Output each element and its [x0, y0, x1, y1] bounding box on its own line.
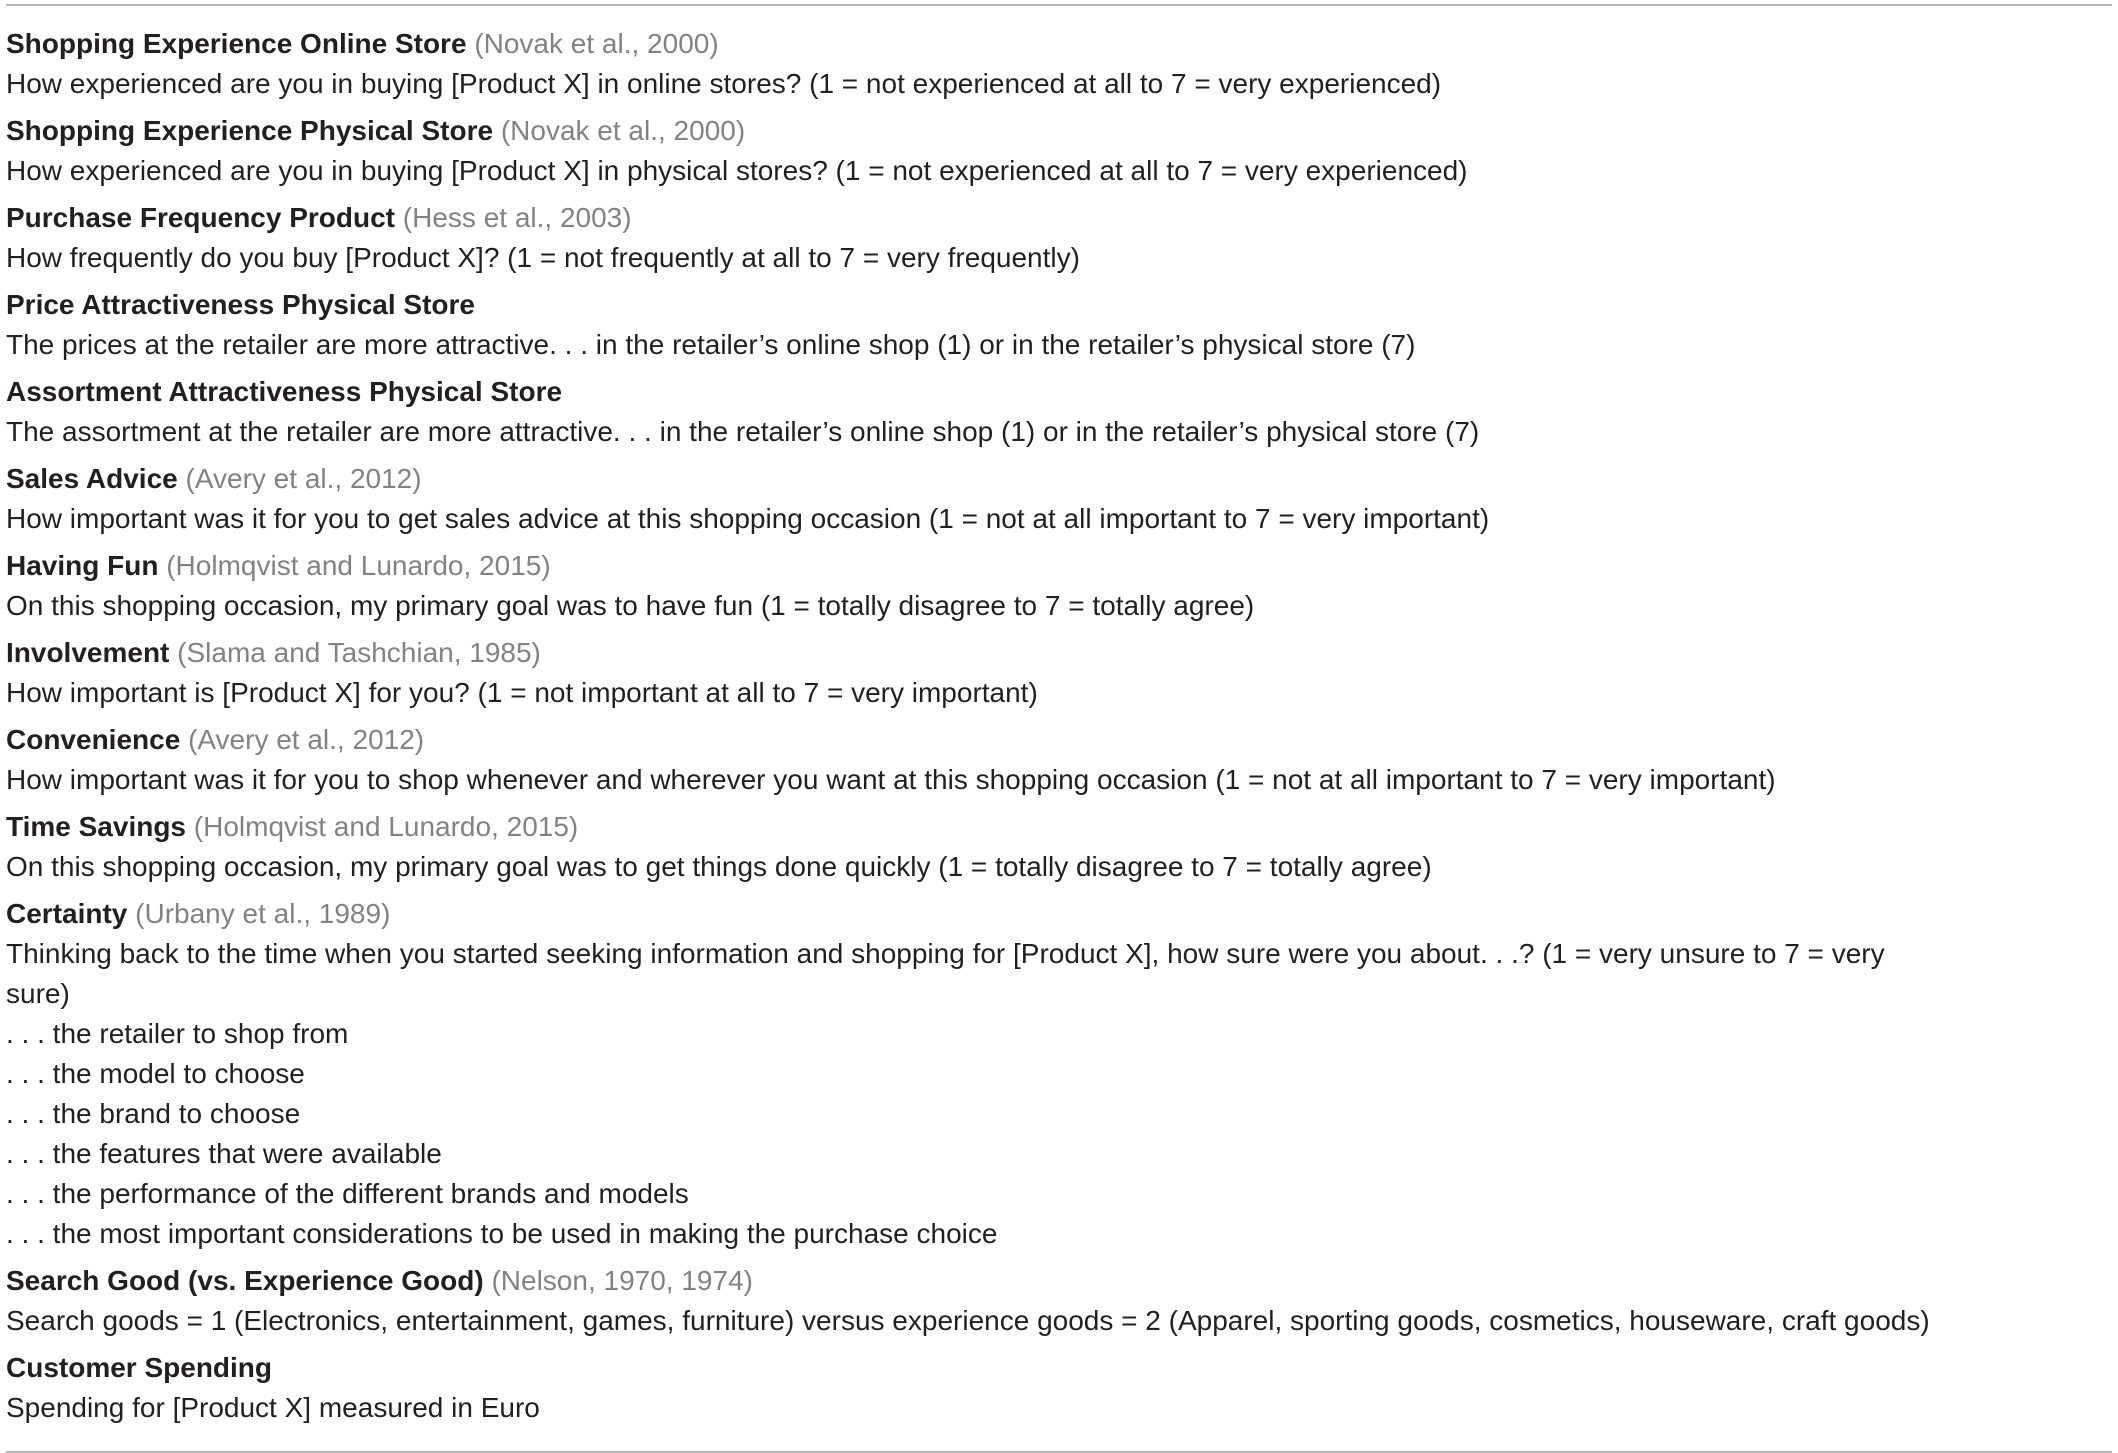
- measure-entry: [6, 24, 2112, 104]
- measures-table: [6, 4, 2112, 1453]
- measure-entry: [6, 372, 2112, 452]
- measure-description: How frequently do you buy [Product X]? (1 = not frequently at all to 7 = very frequently): [6, 242, 1080, 273]
- measure-citation: (Nelson, 1970, 1974): [491, 1265, 753, 1296]
- measure-citation: (Slama and Tashchian, 1985): [177, 637, 541, 668]
- measure-title: Customer Spending: [6, 1352, 273, 1383]
- measure-title: Convenience: [6, 724, 181, 755]
- measure-heading: [6, 807, 2112, 847]
- measure-subitem: . . . the brand to choose: [6, 1098, 301, 1129]
- measure-title: Assortment Attractiveness Physical Store: [6, 376, 563, 407]
- measure-citation: (Novak et al., 2000): [474, 28, 719, 59]
- measure-heading: [6, 198, 2112, 238]
- measure-heading: [6, 372, 2112, 412]
- entries-list: [6, 24, 2112, 1428]
- measure-description: How important was it for you to get sales advice at this shopping occasion (1 = not at all important to 7 = very important): [6, 503, 1490, 534]
- measure-subitem: . . . the performance of the different brands and models: [6, 1178, 689, 1209]
- measure-citation: (Holmqvist and Lunardo, 2015): [193, 811, 579, 842]
- measure-subitem: . . . the model to choose: [6, 1058, 305, 1089]
- measure-entry: [6, 633, 2112, 713]
- measure-heading: [6, 894, 2112, 934]
- measure-title: Certainty: [6, 898, 128, 929]
- measure-description: How important is [Product X] for you? (1 = not important at all to 7 = very important): [6, 677, 1038, 708]
- measure-heading: [6, 720, 2112, 760]
- measure-title: Having Fun: [6, 550, 159, 581]
- measure-description: The prices at the retailer are more attractive. . . in the retailer’s online shop (1) or in the retailer’s physical store (7): [6, 329, 1416, 360]
- measure-heading: [6, 285, 2112, 325]
- measure-title: Sales Advice: [6, 463, 178, 494]
- measure-entry: [6, 1261, 2112, 1341]
- measure-description: On this shopping occasion, my primary goal was to get things done quickly (1 = totally disagree to 7 = totally agree): [6, 851, 1432, 882]
- measure-description: Search goods = 1 (Electronics, entertainment, games, furniture) versus experience goods = 2 (Apparel, sporting goods, cosmetics, houseware, craft goods): [6, 1305, 1930, 1336]
- measure-description: How important was it for you to shop whenever and wherever you want at this shopping occasion (1 = not at all important to 7 = very important): [6, 764, 1776, 795]
- measure-heading: [6, 633, 2112, 673]
- measure-description: Thinking back to the time when you started seeking information and shopping for [Product X], how sure were you about. . .? (1 = very unsure to 7 = very sure): [6, 938, 1885, 1009]
- measure-description: On this shopping occasion, my primary goal was to have fun (1 = totally disagree to 7 = totally agree): [6, 590, 1255, 621]
- measure-heading: [6, 459, 2112, 499]
- measure-heading: [6, 546, 2112, 586]
- measure-description: Spending for [Product X] measured in Euro: [6, 1392, 540, 1423]
- measure-title: Time Savings: [6, 811, 187, 842]
- measure-title: Search Good (vs. Experience Good): [6, 1265, 484, 1296]
- measure-subitem: . . . the most important considerations to be used in making the purchase choice: [6, 1218, 998, 1249]
- measure-heading: [6, 1348, 2112, 1388]
- measure-entry: [6, 894, 2112, 1254]
- measure-citation: (Avery et al., 2012): [185, 463, 422, 494]
- measure-entry: [6, 720, 2112, 800]
- measure-subitem: . . . the features that were available: [6, 1138, 442, 1169]
- measure-citation: (Holmqvist and Lunardo, 2015): [166, 550, 551, 581]
- measure-title: Shopping Experience Online Store: [6, 28, 467, 59]
- measure-description: The assortment at the retailer are more attractive. . . in the retailer’s online shop (1) or in the retailer’s physical store (7): [6, 416, 1480, 447]
- measure-entry: [6, 546, 2112, 626]
- measure-entry: [6, 285, 2112, 365]
- measure-citation: (Urbany et al., 1989): [135, 898, 391, 929]
- measure-entry: [6, 807, 2112, 887]
- measure-title: Price Attractiveness Physical Store: [6, 289, 475, 320]
- measure-heading: [6, 111, 2112, 151]
- measure-title: Purchase Frequency Product: [6, 202, 396, 233]
- measure-description: How experienced are you in buying [Product X] in physical stores? (1 = not experienced at all to 7 = very experienced): [6, 155, 1468, 186]
- measure-entry: [6, 198, 2112, 278]
- measure-citation: (Avery et al., 2012): [188, 724, 425, 755]
- measure-title: Shopping Experience Physical Store: [6, 115, 494, 146]
- measure-citation: (Novak et al., 2000): [500, 115, 746, 146]
- measure-heading: [6, 24, 2112, 64]
- measure-entry: [6, 1348, 2112, 1428]
- measure-entry: [6, 111, 2112, 191]
- measure-heading: [6, 1261, 2112, 1301]
- measure-description: How experienced are you in buying [Product X] in online stores? (1 = not experienced at all to 7 = very experienced): [6, 68, 1442, 99]
- measure-subitem: . . . the retailer to shop from: [6, 1018, 349, 1049]
- measure-entry: [6, 459, 2112, 539]
- measure-citation: (Hess et al., 2003): [402, 202, 632, 233]
- measure-title: Involvement: [6, 637, 170, 668]
